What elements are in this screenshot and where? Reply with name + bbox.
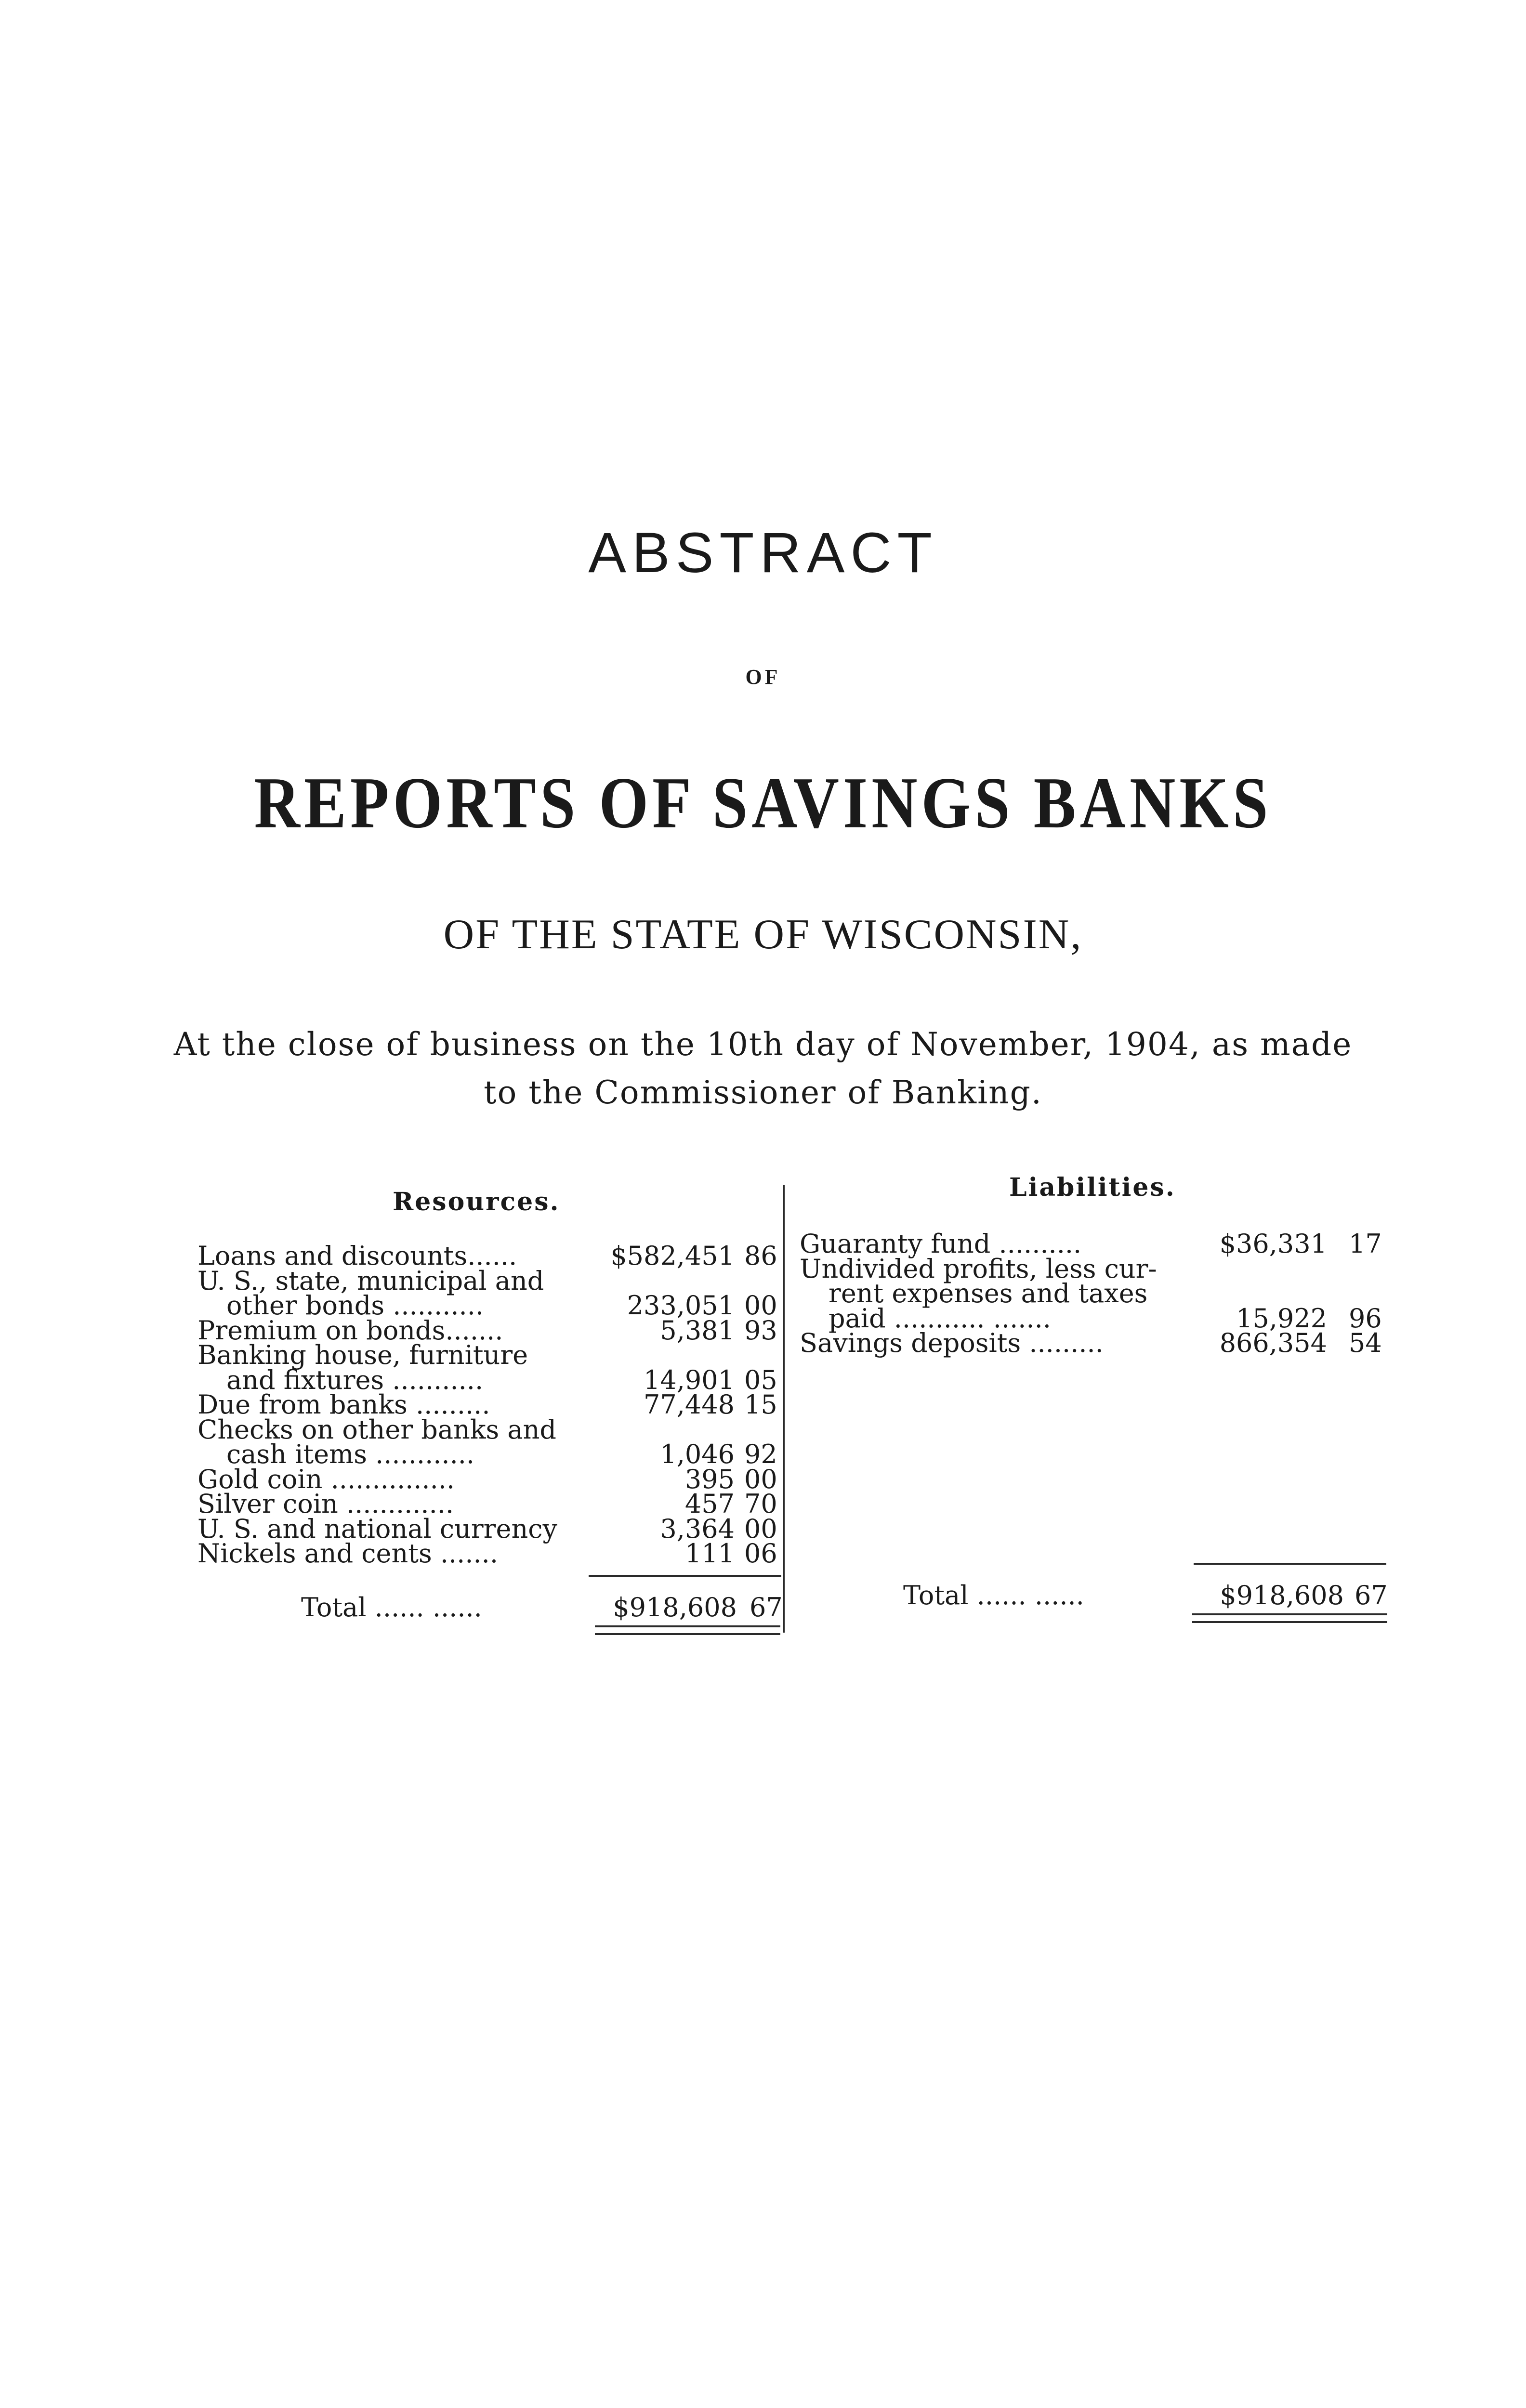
resources-row-label: Nickels and cents ....... xyxy=(197,1538,499,1569)
liabilities-total-cents: 67 xyxy=(1355,1580,1388,1610)
resources-total-rule xyxy=(589,1575,781,1577)
report-heading: REPORTS OF SAVINGS BANKS xyxy=(254,761,1272,844)
liabilities-total-label: Total ...... ...... xyxy=(903,1580,1084,1610)
resources-row-dollars: 14,901 xyxy=(644,1364,735,1395)
liabilities-total-dollars: $918,608 xyxy=(1220,1580,1344,1610)
resources-row-label: other bonds ........... xyxy=(226,1290,484,1321)
resources-total-dollars: $918,608 xyxy=(613,1592,737,1623)
resources-row-label: Gold coin ............... xyxy=(197,1464,455,1494)
resources-row-cents: 86 xyxy=(744,1241,777,1271)
liabilities-row-dollars: $36,331 xyxy=(1219,1229,1327,1259)
resources-heading: Resources. xyxy=(393,1187,560,1217)
intro-line-2: to the Commissioner of Banking. xyxy=(484,1074,1042,1111)
resources-total-double-rule xyxy=(595,1625,780,1635)
liabilities-row-dollars: 866,354 xyxy=(1219,1328,1327,1358)
liabilities-row-label: Savings deposits ......... xyxy=(800,1328,1104,1358)
resources-row-cents: 15 xyxy=(744,1389,777,1420)
resources-row-cents: 70 xyxy=(744,1489,777,1519)
resources-row-label: Silver coin ............. xyxy=(197,1489,454,1519)
resources-total-label: Total ...... ...... xyxy=(301,1592,482,1623)
liabilities-row-dollars: 15,922 xyxy=(1236,1303,1327,1334)
resources-row-cents: 00 xyxy=(744,1290,777,1321)
liabilities-row xyxy=(0,1253,1397,1284)
resources-row-label: Premium on bonds....... xyxy=(197,1315,503,1346)
intro-line-1: At the close of business on the 10th day of November, 1904, as made xyxy=(173,1026,1353,1063)
abstract-title: ABSTRACT xyxy=(588,521,938,585)
resources-row-label: cash items ............ xyxy=(226,1439,475,1469)
resources-row-dollars: 233,051 xyxy=(627,1290,735,1321)
liabilities-heading: Liabilities. xyxy=(1009,1173,1176,1202)
of-label: OF xyxy=(745,665,781,689)
liabilities-total-rule xyxy=(1194,1563,1386,1565)
liabilities-row xyxy=(0,1280,1397,1307)
resources-row-cents: 00 xyxy=(744,1464,777,1494)
liabilities-row-cents: 54 xyxy=(1349,1328,1382,1358)
liabilities-row-cents: 96 xyxy=(1349,1303,1382,1334)
resources-row xyxy=(0,1540,790,1567)
resources-row-label: Checks on other banks and xyxy=(197,1414,556,1445)
resources-row-dollars: 1,046 xyxy=(660,1439,735,1469)
resources-row-cents: 05 xyxy=(744,1364,777,1395)
resources-row-dollars: 395 xyxy=(684,1464,735,1494)
liabilities-row xyxy=(0,1230,1397,1257)
liabilities-row xyxy=(0,1330,1397,1357)
resources-row-cents: 92 xyxy=(744,1439,777,1469)
liabilities-total-double-rule xyxy=(1192,1613,1387,1623)
resources-row-label: U. S. and national currency xyxy=(197,1513,557,1544)
liabilities-row xyxy=(0,1305,1397,1332)
resources-row-dollars: 5,381 xyxy=(660,1315,735,1346)
resources-row-cents: 93 xyxy=(744,1315,777,1346)
resources-row-dollars: 77,448 xyxy=(644,1389,735,1420)
liabilities-total-row xyxy=(0,1582,1397,1611)
resources-row-cents: 00 xyxy=(744,1513,777,1544)
resources-total-cents: 67 xyxy=(750,1592,783,1623)
resources-row-label: Due from banks ......... xyxy=(197,1389,490,1420)
resources-row-label: and fixtures ........... xyxy=(226,1364,484,1395)
resources-row-dollars: 3,364 xyxy=(660,1513,735,1544)
resources-row-dollars: $582,451 xyxy=(610,1241,735,1271)
liabilities-row-label: rent expenses and taxes xyxy=(829,1278,1148,1309)
state-subheading: OF THE STATE OF WISCONSIN, xyxy=(443,911,1083,958)
resources-row-label: Banking house, furniture xyxy=(197,1340,528,1370)
resources-row-label: Loans and discounts...... xyxy=(197,1241,517,1271)
resources-row-cents: 06 xyxy=(744,1538,777,1569)
resources-row-dollars: 457 xyxy=(684,1489,735,1519)
liabilities-row-cents: 17 xyxy=(1349,1229,1382,1259)
liabilities-row-label: paid ........... ....... xyxy=(829,1303,1051,1334)
liabilities-row-label: Undivided profits, less cur- xyxy=(800,1253,1157,1284)
resources-row-dollars: 111 xyxy=(684,1538,735,1569)
liabilities-row-label: Guaranty fund .......... xyxy=(800,1229,1082,1259)
resources-row-label: U. S., state, municipal and xyxy=(197,1265,544,1296)
